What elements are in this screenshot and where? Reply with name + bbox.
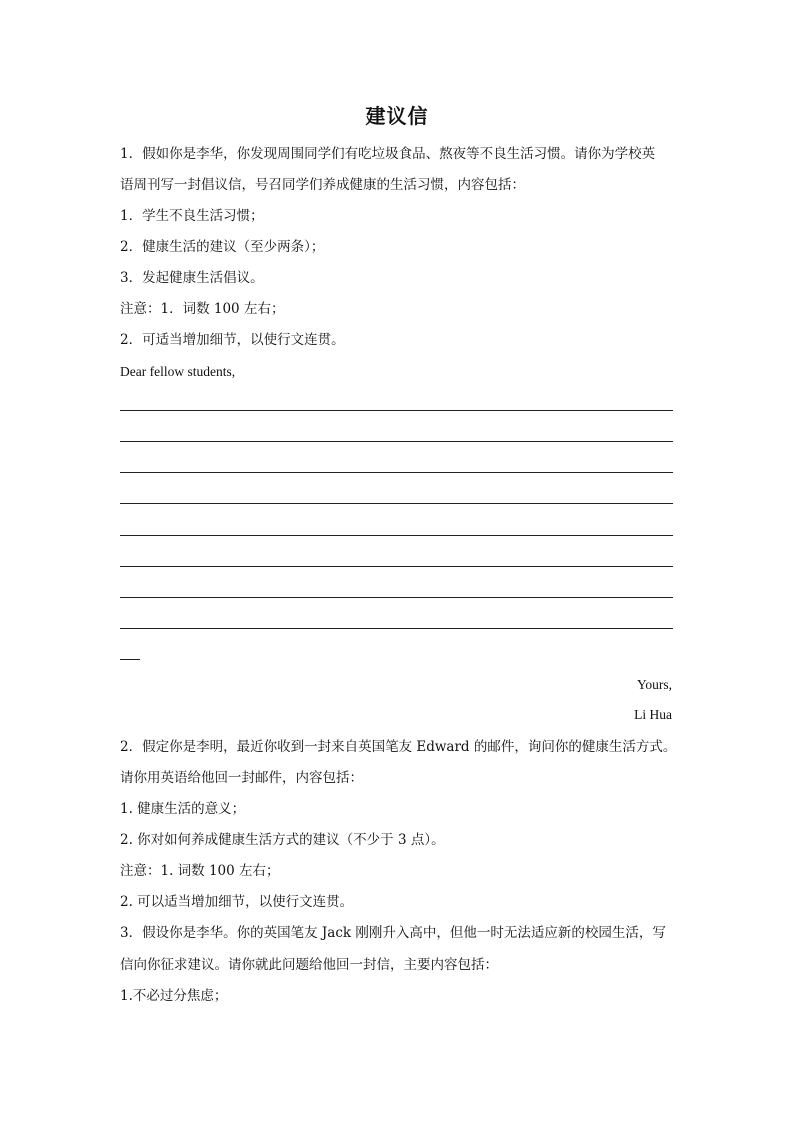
q1-prompt-line-1: 1．假如你是李华，你发现周围同学们有吃垃圾食品、熬夜等不良生活习惯。请你为学校英 [120,146,656,162]
answer-line [120,410,673,411]
q3-item-1: 1.不必过分焦虑； [120,988,228,1004]
answer-line [120,441,673,442]
answer-line [120,503,673,504]
q2-note-2: 2. 可以适当增加细节，以使行文连贯。 [120,894,354,910]
q2-prompt-line-2: 请你用英语给他回一封邮件，内容包括： [120,770,363,786]
q1-note-1: 注意：1．词数 100 左右； [120,301,285,317]
q2-prompt-line-1: 2．假定你是李明，最近你收到一封来自英国笔友 Edward 的邮件，询问你的健康生活方式。 [120,739,677,755]
answer-line-end [120,659,140,660]
q2-item-2: 2. 你对如何养成健康生活方式的建议（不少于 3 点）。 [120,832,445,848]
q1-signature: Li Hua [634,707,672,722]
q1-closing: Yours, [636,677,672,692]
q3-prompt-line-2: 信向你征求建议。请你就此问题给他回一封信，主要内容包括： [120,957,498,973]
answer-line [120,535,673,536]
q1-note-2: 2．可适当增加细节，以使行文连贯。 [120,332,345,348]
answer-line [120,597,673,598]
q1-prompt-line-2: 语周刊写一封倡议信，号召同学们养成健康的生活习惯，内容包括： [120,177,525,193]
q1-item-2: 2．健康生活的建议（至少两条）； [120,239,325,255]
answer-line [120,628,673,629]
q1-item-1: 1．学生不良生活习惯； [120,208,264,224]
q1-item-3: 3．发起健康生活倡议。 [120,270,264,286]
answer-line [120,566,673,567]
q2-item-1: 1. 健康生活的意义； [120,801,246,817]
answer-line [120,472,673,473]
q2-note-1: 注意：1. 词数 100 左右； [120,863,280,879]
q3-prompt-line-1: 3．假设你是李华。你的英国笔友 Jack 刚刚升入高中，但他一时无法适应新的校园生活，写 [120,925,666,941]
page-title: 建议信 [365,104,429,128]
q1-salutation: Dear fellow students, [120,364,236,379]
